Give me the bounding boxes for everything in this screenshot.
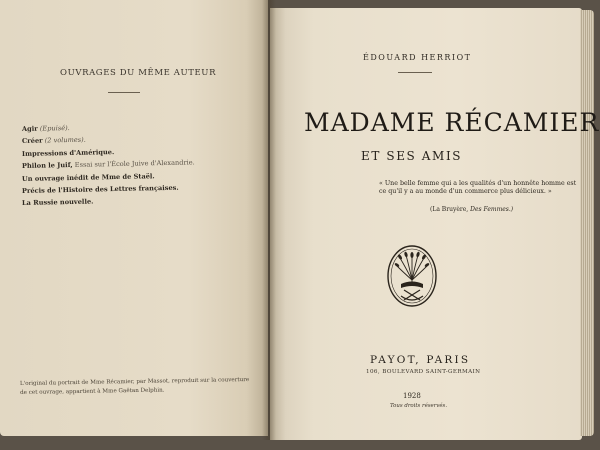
author-rule: [398, 72, 432, 73]
citation-work: Des Femmes.): [470, 206, 514, 213]
works-heading: OUVRAGES DU MÊME AUTEUR: [60, 68, 217, 78]
list-item: [22, 194, 195, 210]
work-note: (2 volumes).: [44, 136, 86, 145]
citation-author: (La Bruyère,: [430, 206, 469, 213]
page-edges: [580, 10, 594, 436]
work-note: Essai sur l'École Juive d'Alexandrie.: [74, 158, 195, 170]
epigraph: « Une belle femme qui a les qualités d'un honnête homme est ce qu'il y a au monde d'un commerce plus délicieux. »: [379, 180, 577, 196]
book-subtitle: ET SES AMIS: [361, 149, 463, 163]
book-gutter: [262, 0, 276, 440]
heading-rule: [108, 92, 140, 93]
publisher-name: PAYOT, PARIS: [370, 354, 471, 366]
left-page: [0, 0, 268, 436]
portrait-footnote: L'original du portrait de Mme Récamier, par Massot, reproduit sur la couverture de cet ouvrage, appartient à Mme Gaëtan Delphin.: [19, 377, 250, 397]
work-title: Philon le Juif,: [21, 161, 73, 171]
epigraph-citation: [430, 206, 513, 213]
work-note: (Epuisé).: [39, 124, 70, 133]
book-title: MADAME RÉCAMIER: [304, 108, 600, 137]
publisher-emblem-icon: [386, 244, 438, 308]
work-title: La Russie nouvelle.: [21, 197, 94, 208]
works-list: [22, 123, 195, 210]
author-name: ÉDOUARD HERRIOT: [363, 53, 472, 62]
rights-notice: Tous droits réservés.: [390, 403, 448, 409]
publication-year: 1928: [403, 392, 421, 400]
work-title: Créer: [21, 136, 43, 146]
work-title: Impressions d'Amérique.: [21, 147, 115, 158]
work-title: Précis de l'Histoire des Lettres françaises.: [21, 183, 179, 196]
work-title: Un ouvrage inédit de Mme de Staël.: [21, 171, 155, 183]
publisher-address: 106, BOULEVARD SAINT-GERMAIN: [366, 369, 481, 375]
work-title: Agir: [21, 124, 38, 133]
